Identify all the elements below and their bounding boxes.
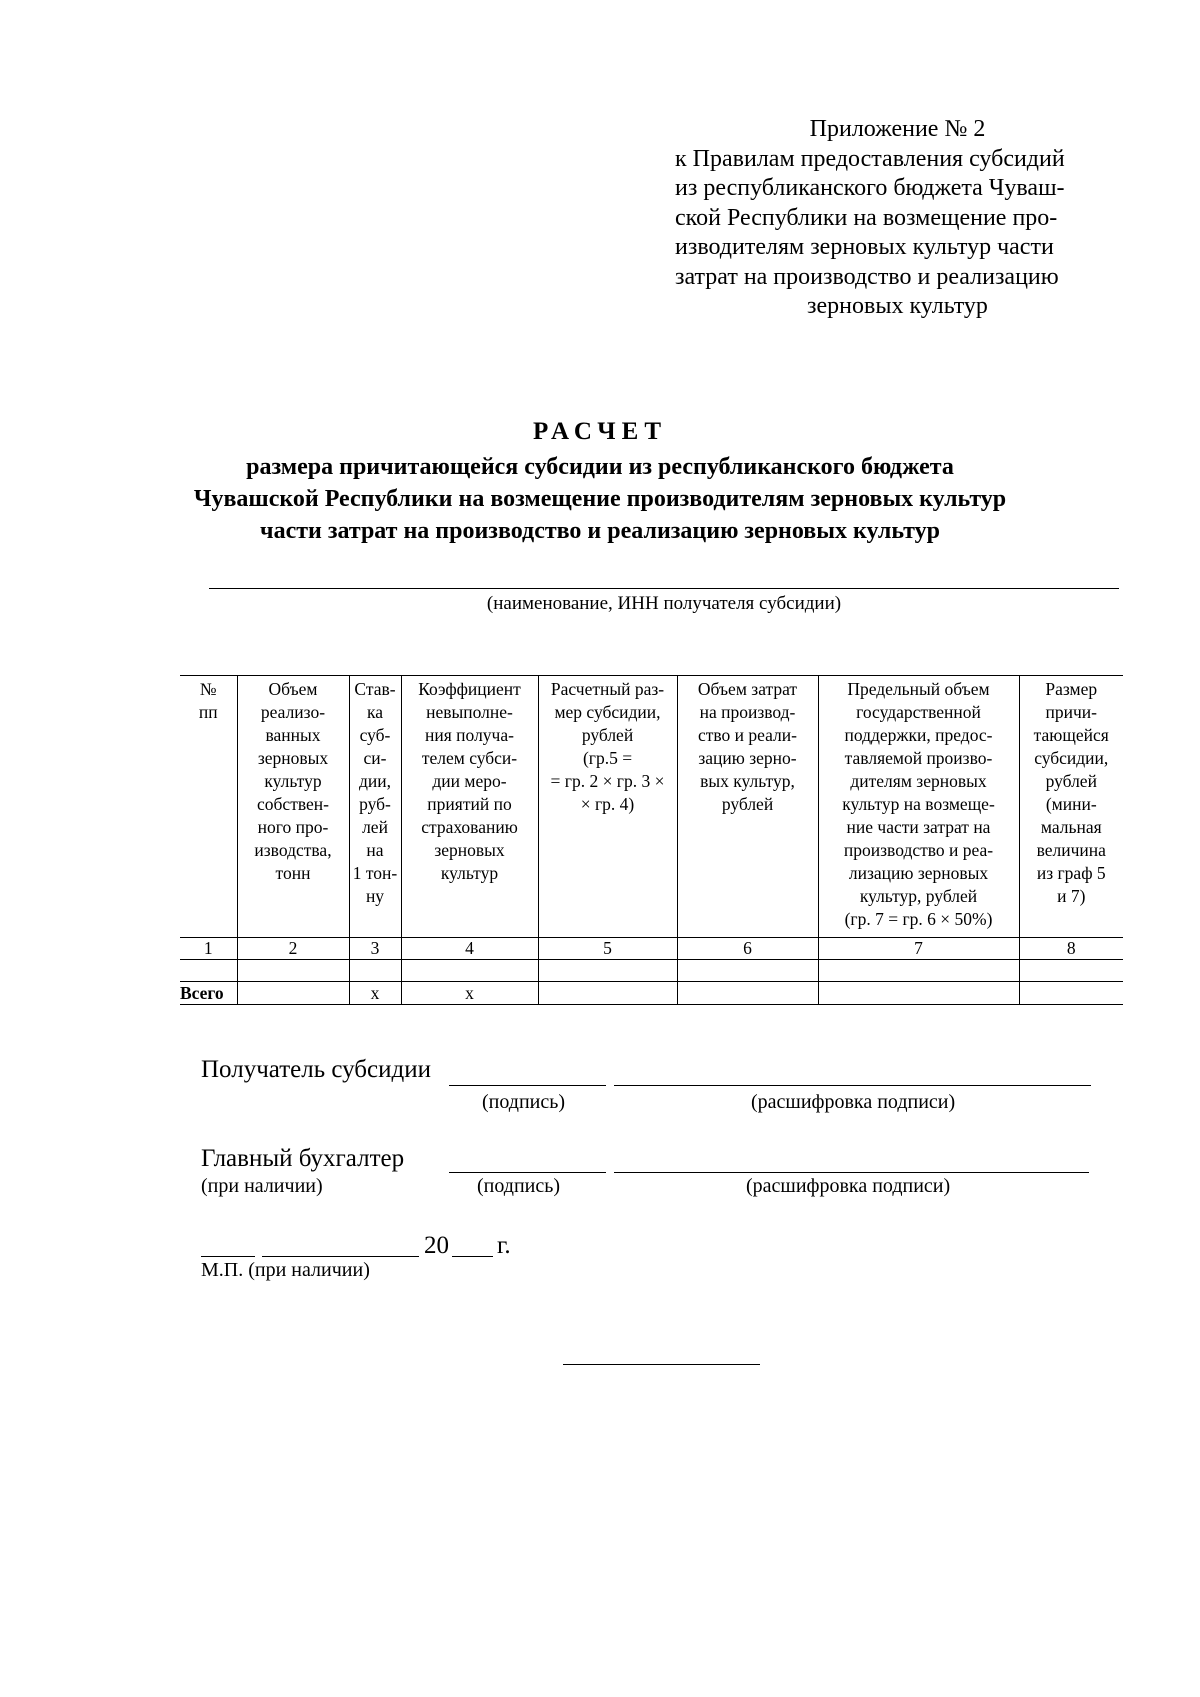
column-number: 1: [180, 938, 237, 960]
appendix-line: к Правилам предоставления субсидий: [675, 145, 1065, 172]
total-cell: х: [401, 982, 538, 1005]
table-cell[interactable]: [677, 960, 818, 982]
table-cell[interactable]: [818, 960, 1019, 982]
header-text: зерновых: [257, 748, 329, 768]
appendix-line: ской Республики на возмещение про-: [675, 204, 1058, 231]
signature-caption: (подпись): [482, 1091, 566, 1113]
header-text: 1 тон-: [352, 863, 398, 883]
header-cell: [349, 676, 401, 938]
subtitle-line: размера причитающейся субсидии из республиканского бюджета: [246, 454, 954, 480]
total-cell[interactable]: [818, 982, 1019, 1005]
calculation-table: [180, 675, 1123, 1005]
header-text: ну: [365, 886, 385, 906]
stamp-note: М.П. (при наличии): [201, 1259, 370, 1281]
date-year-line[interactable]: [452, 1256, 493, 1257]
header-text: культур, рублей: [859, 886, 978, 906]
header-cell: [1019, 676, 1123, 938]
appendix-line: затрат на производство и реализацию: [675, 263, 1059, 290]
accountant-note: (при наличии): [201, 1175, 323, 1197]
header-text: рублей: [721, 794, 774, 814]
header-text: рублей: [581, 725, 634, 745]
recipient-decoding-line[interactable]: [614, 1085, 1091, 1086]
header-text: ного про-: [257, 817, 329, 837]
total-cell[interactable]: [237, 982, 349, 1005]
header-text: дии,: [358, 771, 391, 791]
header-cell: [401, 676, 538, 938]
table-row: [180, 960, 1123, 982]
header-text: невыполне-: [426, 702, 513, 722]
header-text: вых культур,: [700, 771, 795, 791]
header-text: причи-: [1045, 702, 1097, 722]
header-text: телем субси-: [421, 748, 518, 768]
total-cell: х: [349, 982, 401, 1005]
date-month-line[interactable]: [262, 1256, 419, 1257]
header-text: дии меро-: [432, 771, 507, 791]
column-number: 7: [818, 938, 1019, 960]
signature-caption: (подпись): [477, 1175, 561, 1197]
header-text: Расчетный раз-: [550, 679, 665, 699]
accountant-signature-label: Главный бухгалтер: [201, 1145, 405, 1172]
table-cell[interactable]: [538, 960, 677, 982]
header-text: ние части затрат на: [846, 817, 991, 837]
header-text: страхованию: [421, 817, 518, 837]
header-text: поддержки, предос-: [844, 725, 993, 745]
header-text: = гр. 2 × гр. 3 ×: [550, 771, 665, 791]
appendix-line: зерновых культур: [807, 293, 988, 319]
appendix-title: Приложение № 2: [809, 116, 986, 142]
document-subtitle: [150, 451, 1050, 547]
header-text: Размер: [1045, 679, 1098, 699]
appendix-line: изводителям зерновых культур части: [675, 234, 1054, 260]
header-text: × гр. 4): [580, 794, 635, 814]
header-text: культур: [440, 863, 499, 883]
column-number: 5: [538, 938, 677, 960]
header-text: зацию зерно-: [698, 748, 797, 768]
recipient-name-line[interactable]: [209, 588, 1119, 589]
header-cell: [538, 676, 677, 938]
header-text: производство и реа-: [843, 840, 994, 860]
header-text: суб-: [359, 725, 391, 745]
table-cell[interactable]: [180, 960, 237, 982]
header-text: и 7): [1057, 886, 1086, 906]
header-text: культур на возмеще-: [842, 794, 995, 814]
header-cell: [818, 676, 1019, 938]
header-text: лей: [362, 817, 388, 837]
subtitle-line: Чувашской Республики на возмещение производителям зерновых культур: [193, 486, 1007, 512]
column-number: 3: [349, 938, 401, 960]
accountant-signature-line[interactable]: [449, 1172, 606, 1173]
header-text: культур: [264, 771, 322, 791]
header-text: дителям зерновых: [850, 771, 987, 791]
date-year-suffix: г.: [497, 1232, 511, 1259]
header-text: рублей: [1045, 771, 1097, 791]
header-text: тавляемой произво-: [844, 748, 993, 768]
header-text: на: [366, 840, 384, 860]
header-text: мер субсидии,: [554, 702, 661, 722]
header-text: ка: [366, 702, 383, 722]
header-text: Объем: [268, 679, 318, 699]
decoding-caption: (расшифровка подписи): [751, 1091, 956, 1113]
column-number: 6: [677, 938, 818, 960]
header-text: субсидии,: [1034, 748, 1109, 768]
header-text: на производ-: [699, 702, 796, 722]
header-text: Предельный объем: [847, 679, 990, 699]
header-cell: [237, 676, 349, 938]
header-text: приятий по: [427, 794, 512, 814]
column-number: 2: [237, 938, 349, 960]
table-cell[interactable]: [401, 960, 538, 982]
header-text: собствен-: [257, 794, 329, 814]
total-cell[interactable]: [1019, 982, 1123, 1005]
header-text: (гр.5 =: [582, 748, 633, 768]
document-title: РАСЧЕТ: [532, 418, 667, 445]
decoding-caption: (расшифровка подписи): [746, 1175, 951, 1197]
recipient-signature-label: Получатель субсидии: [201, 1056, 431, 1083]
header-text: государственной: [856, 702, 981, 722]
total-cell[interactable]: [677, 982, 818, 1005]
recipient-caption: (наименование, ИНН получателя субсидии): [486, 593, 842, 614]
header-text: руб-: [359, 794, 391, 814]
header-text: величина: [1036, 840, 1106, 860]
header-cell: [677, 676, 818, 938]
closing-divider: [563, 1364, 760, 1365]
header-text: пп: [198, 702, 218, 722]
header-text: си-: [363, 748, 387, 768]
header-text: тонн: [275, 863, 311, 883]
table-cell[interactable]: [237, 960, 349, 982]
subtitle-line: части затрат на производство и реализацию зерновых культур: [260, 518, 940, 544]
column-number: 8: [1019, 938, 1123, 960]
header-text: Став-: [354, 679, 396, 699]
date-day-line[interactable]: [201, 1256, 255, 1257]
recipient-signature-line[interactable]: [449, 1085, 606, 1086]
header-text: мальная: [1040, 817, 1102, 837]
appendix-line: из республиканского бюджета Чуваш-: [675, 175, 1065, 201]
header-text: ния получа-: [425, 725, 514, 745]
header-text: (мини-: [1045, 794, 1097, 814]
header-text: изводства,: [254, 840, 332, 860]
table-header-row: [180, 676, 1123, 938]
header-text: лизацию зерновых: [848, 863, 989, 883]
header-cell: [180, 676, 237, 938]
accountant-decoding-line[interactable]: [614, 1172, 1089, 1173]
total-cell[interactable]: [538, 982, 677, 1005]
header-text: (гр. 7 = гр. 6 × 50%): [844, 909, 993, 929]
total-row: [180, 982, 1123, 1005]
total-label: Всего: [180, 982, 237, 1005]
header-text: Объем затрат: [697, 679, 798, 699]
date-year-prefix: 20: [424, 1232, 449, 1259]
header-text: реализо-: [260, 702, 326, 722]
column-number-row: [180, 938, 1123, 960]
header-text: зерновых: [434, 840, 505, 860]
table-cell[interactable]: [349, 960, 401, 982]
header-text: тающейся: [1033, 725, 1109, 745]
table-cell[interactable]: [1019, 960, 1123, 982]
header-text: из граф 5: [1036, 863, 1106, 883]
header-text: №: [199, 679, 217, 699]
appendix-block: [675, 115, 1120, 322]
header-text: ванных: [265, 725, 321, 745]
column-number: 4: [401, 938, 538, 960]
header-text: ство и реали-: [697, 725, 797, 745]
header-text: Коэффициент: [418, 679, 521, 699]
